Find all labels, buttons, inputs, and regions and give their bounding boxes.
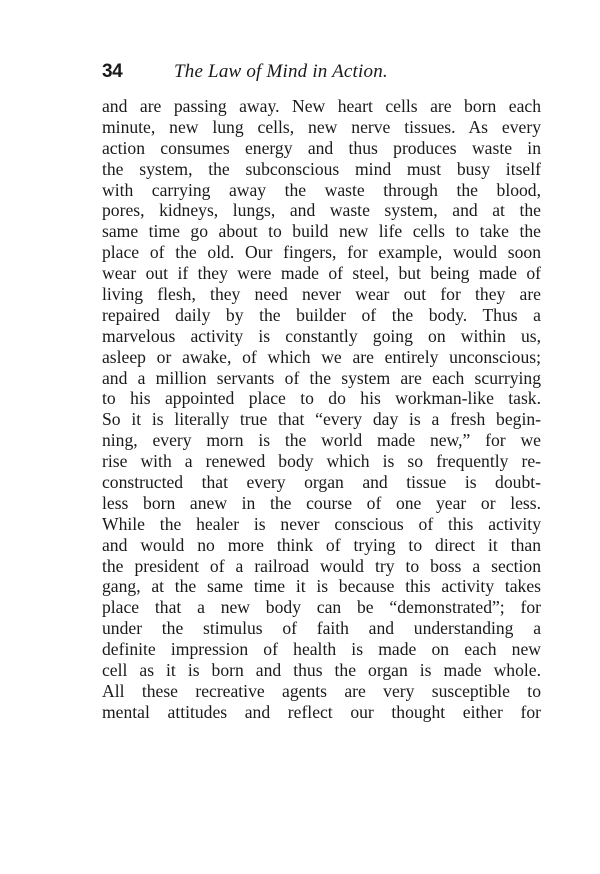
text-line: action consumes energy and thus produces waste in — [102, 137, 541, 158]
text-line: minute, new lung cells, new nerve tissues. As every — [102, 116, 541, 137]
text-line: less born anew in the course of one year or less. — [102, 492, 541, 513]
text-line: So it is literally true that “every day is a fresh begin- — [102, 409, 541, 430]
text-line: same time go about to build new life cells to take the — [102, 221, 541, 242]
running-title: The Law of Mind in Action. — [174, 61, 388, 82]
text-line: repaired daily by the builder of the body. Thus a — [102, 304, 541, 325]
text-line: and a million servants of the system are each scurrying — [102, 367, 541, 388]
text-line: constructed that every organ and tissue is doubt- — [102, 472, 541, 493]
text-line: the system, the subconscious mind must busy itself — [102, 158, 541, 179]
text-line: and are passing away. New heart cells are born each — [102, 96, 541, 116]
text-line: While the healer is never conscious of this activity — [102, 513, 541, 534]
text-line: marvelous activity is constantly going on within us, — [102, 325, 541, 346]
text-line: place that a new body can be “demonstrated”; for — [102, 597, 541, 618]
page-number: 34 — [102, 61, 123, 82]
running-head — [102, 60, 542, 84]
text-line: ning, every morn is the world made new,” for we — [102, 430, 541, 451]
text-line: under the stimulus of faith and understanding a — [102, 618, 541, 639]
text-line: rise with a renewed body which is so frequently re- — [102, 451, 541, 472]
text-line: living flesh, they need never wear out for they are — [102, 284, 541, 305]
text-line: the president of a railroad would try to boss a section — [102, 555, 541, 576]
text-line: wear out if they were made of steel, but being made of — [102, 263, 541, 284]
text-line: pores, kidneys, lungs, and waste system, and at the — [102, 200, 541, 221]
text-line: and would no more think of trying to direct it than — [102, 534, 541, 555]
text-line: to his appointed place to do his workman-like task. — [102, 388, 541, 409]
text-line: gang, at the same time it is because this activity takes — [102, 576, 541, 597]
text-line: place of the old. Our fingers, for example, would soon — [102, 242, 541, 263]
body-text — [102, 96, 541, 723]
text-line: mental attitudes and reflect our thought either for — [102, 701, 541, 722]
text-line: All these recreative agents are very susceptible to — [102, 680, 541, 701]
text-line: with carrying away the waste through the blood, — [102, 179, 541, 200]
text-line: asleep or awake, of which we are entirely unconscious; — [102, 346, 541, 367]
text-line: definite impression of health is made on each new — [102, 639, 541, 660]
text-line: cell as it is born and thus the organ is made whole. — [102, 660, 541, 681]
